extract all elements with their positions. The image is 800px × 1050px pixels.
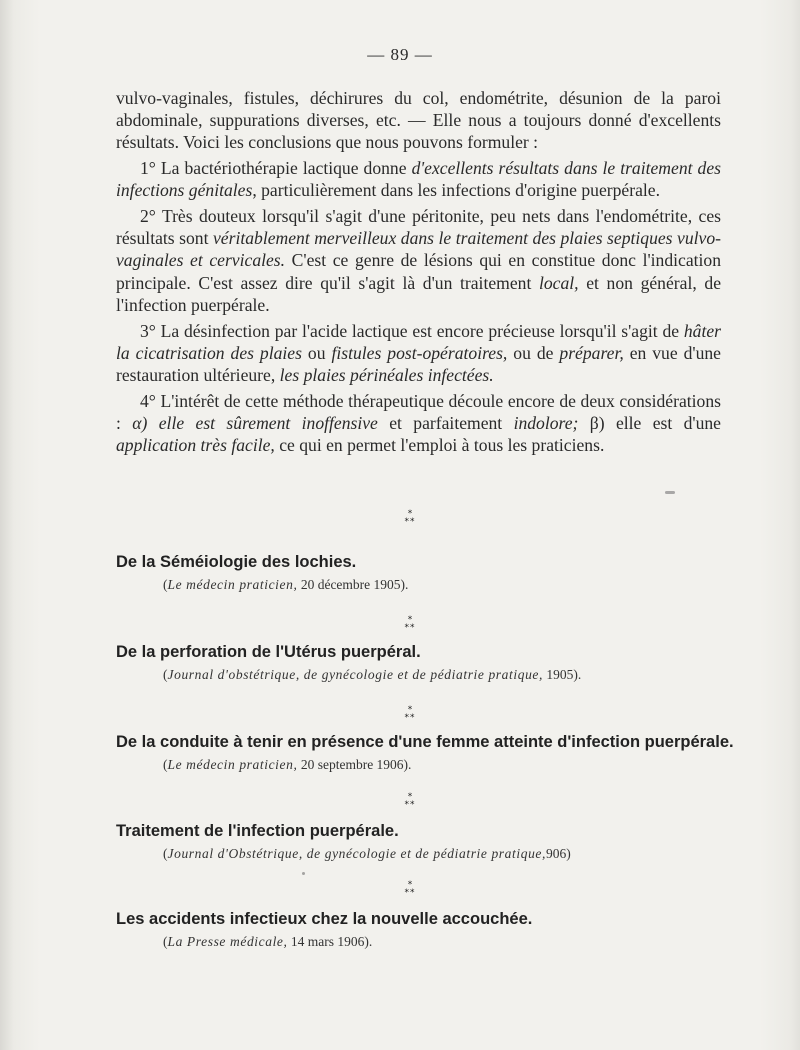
publication-source	[163, 577, 408, 593]
paragraph-intro: vulvo-vaginales, fistules, déchirures du col, endométrite, désunion de la paroi abdominale, suppurations diverses, etc. — Elle nous a toujours donné d'excellents résultats. Voici les conclusions que nous pouvons formuler :	[116, 88, 721, 153]
conclusion-1-text-end: , particulièrement dans les infections d'origine puerpérale.	[252, 180, 660, 201]
conclusion-3-text-2: ou	[301, 342, 332, 363]
source-open-paren: (	[163, 667, 168, 682]
asterism-bottom: **	[404, 623, 416, 633]
conclusion-4-text: 4° L'intérêt de cette méthode thérapeutique découle encore de deux considérations :	[116, 390, 721, 433]
asterism-top: *	[407, 615, 413, 625]
conclusion-4-emphasis-3: application très facile,	[116, 435, 275, 456]
publication-source	[163, 846, 571, 862]
asterism-separator	[380, 616, 440, 632]
source-open-paren: (	[163, 934, 168, 949]
source-journal: Le médecin praticien,	[167, 577, 298, 592]
asterism-top: *	[407, 509, 413, 519]
publication-title: De la conduite à tenir en présence d'une femme atteinte d'infection puerpérale.	[116, 733, 734, 751]
asterism-separator	[380, 793, 440, 809]
asterism-separator	[380, 881, 440, 897]
conclusion-4-space	[147, 413, 158, 433]
asterism-separator	[380, 706, 440, 722]
conclusion-2-text-mid: C'est ce genre de lésions qui en constitue donc l'indication principale. C'est assez dire qu'il s'agit là d'un traitement	[116, 250, 721, 293]
conclusion-1-text: 1° La bactériothérapie lactique donne	[140, 158, 412, 179]
publication-title: Les accidents infectieux chez la nouvelle accouchée.	[116, 910, 533, 928]
source-journal: Journal d'Obstétrique, de gynécologie et de pédiatrie pratique,	[167, 846, 546, 861]
ink-mark	[665, 491, 675, 494]
conclusion-3-text-3: ou de	[507, 342, 560, 363]
conclusion-3	[116, 320, 721, 387]
conclusion-3-text: 3° La désinfection par l'acide lactique est encore précieuse lorsqu'il s'agit de	[140, 320, 684, 341]
asterism-separator	[380, 510, 440, 526]
conclusion-2-text: 2° Très douteux lorsqu'il s'agit d'une péritonite, peu nets dans l'endométrite, ces résultats sont	[116, 206, 721, 249]
source-open-paren: (	[163, 846, 168, 861]
conclusion-2-text-end: et non général, de l'infection puerpérale.	[116, 272, 721, 315]
conclusion-3-emphasis-1: hâter la cicatrisation des plaies	[116, 320, 721, 363]
source-journal: La Presse médicale,	[167, 934, 288, 949]
source-date: 20 septembre 1906).	[297, 757, 412, 772]
publication-source	[163, 757, 411, 773]
publication-title: De la perforation de l'Utérus puerpéral.	[116, 643, 421, 661]
source-date: 14 mars 1906).	[287, 934, 373, 949]
conclusion-2-emphasis-local: local,	[538, 272, 579, 293]
conclusion-3-text-4: en vue d'une restauration ultérieure,	[116, 342, 721, 385]
conclusion-4-text-end: ce qui en permet l'emploi à tous les praticiens.	[274, 435, 605, 456]
source-journal: Journal d'obstétrique, de gynécologie et de pédiatrie pratique,	[167, 667, 543, 682]
asterism-bottom: **	[404, 517, 416, 527]
asterism-top: *	[407, 880, 413, 890]
conclusion-4-text-2: et parfaitement	[377, 412, 514, 433]
source-date: 1905).	[542, 667, 582, 682]
asterism-bottom: **	[404, 888, 416, 898]
conclusion-3-emphasis-4: les plaies périnéales infectées.	[279, 364, 494, 385]
source-open-paren: (	[163, 577, 168, 592]
asterism-bottom: **	[404, 800, 416, 810]
conclusion-1	[116, 157, 721, 201]
conclusion-4-text-3: β) elle est d'une	[578, 412, 721, 433]
publication-title: De la Séméiologie des lochies.	[116, 553, 357, 571]
conclusion-2	[116, 205, 721, 316]
conclusion-1-emphasis: d'excellents résultats dans le traitement des infections génitales	[116, 158, 721, 201]
ink-speck	[302, 872, 305, 875]
source-journal: Le médecin praticien,	[167, 757, 298, 772]
source-date: 906)	[545, 846, 571, 861]
conclusion-3-emphasis-2: fistules post-opératoires,	[331, 342, 508, 363]
conclusion-4	[116, 390, 721, 457]
publication-title: Traitement de l'infection puerpérale.	[116, 822, 399, 840]
page-number: — 89 —	[367, 45, 433, 64]
publication-source	[163, 667, 581, 683]
conclusion-2-emphasis: véritablement merveilleux dans le traitement des plaies septiques vulvo-vaginales et cervicales.	[116, 228, 721, 271]
conclusion-4-emphasis-1: elle est sûrement inoffensive	[158, 412, 378, 433]
body-text	[116, 87, 721, 460]
conclusion-3-emphasis-3: préparer,	[559, 342, 624, 363]
asterism-bottom: **	[404, 713, 416, 723]
asterism-top: *	[407, 792, 413, 802]
source-open-paren: (	[163, 757, 168, 772]
conclusion-4-emphasis-2: indolore;	[513, 412, 579, 433]
asterism-top: *	[407, 705, 413, 715]
source-date: 20 décembre 1905).	[297, 577, 409, 592]
publication-source	[163, 934, 372, 950]
conclusion-4-alpha: α)	[132, 412, 148, 433]
